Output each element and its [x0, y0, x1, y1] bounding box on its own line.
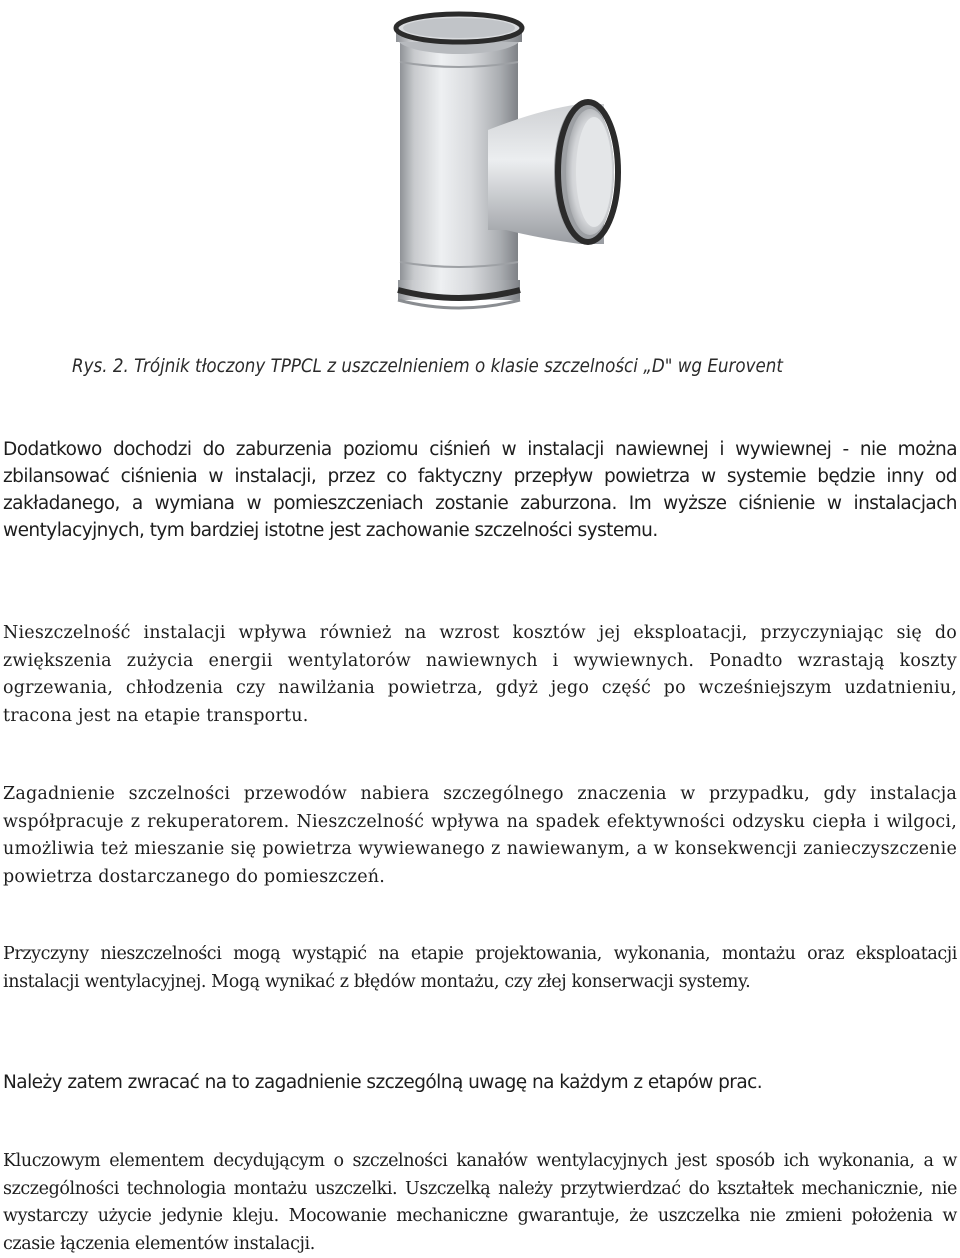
- paragraph-pressure-balance: Dodatkowo dochodzi do zaburzenia poziomu ciśnień w instalacji nawiewnej i wywiewnej - nie można zbilansować ciśnienia w instalacji, przez co faktyczny przepływ powietrza w systemie będzie inny od zakładanego, a wymiana w pomieszczeniach zostanie zaburzona. Im wyższe ciśnienie w instalacjach wentylacyjnych, tym bardziej istotne jest zachowanie szczelności systemu.: [3, 439, 957, 541]
- paragraph-recuperator: Zagadnienie szczelności przewodów nabiera szczególnego znaczenia w przypadku, gdy instalacja współpracuje z rekuperatorem. Nieszczelność wpływa na spadek efektywności odzysku ciepła i wilgoci, umożliwia też mieszanie się powietrza wywiewanego z nawiewanym, a w konsekwencji zanieczyszczenie powietrza dostarczanego do pomieszczeń.: [3, 784, 957, 887]
- paragraph-causes: Przyczyny nieszczelności mogą wystąpić na etapie projektowania, wykonania, montażu oraz eksploatacji instalacji wentylacyjnej. Mogą wynikać z błędów montażu, czy złej konserwacji systemy.: [3, 944, 957, 992]
- figure-caption: Rys. 2. Trójnik tłoczony TPPCL z uszczelnieniem o klasie szczelności „D" wg Eurovent: [72, 355, 783, 377]
- paragraph-operating-costs: Nieszczelność instalacji wpływa również na wzrost kosztów jej eksploatacji, przyczyniając się do zwiększenia zużycia energii wentylatorów nawiewnych i wywiewnych. Ponadto wzrastają koszty ogrzewania, chłodzenia czy nawilżania powietrza, gdyż jego część po wcześniejszym uzdatnieniu, tracona jest na etapie transportu.: [3, 623, 957, 726]
- tee-fitting-figure: [318, 0, 648, 336]
- tee-duct-fitting-icon: [318, 0, 648, 336]
- paragraph-attention: Należy zatem zwracać na to zagadnienie szczególną uwagę na każdym z etapów prac.: [3, 1072, 763, 1093]
- paragraph-gasket-mounting: Kluczowym elementem decydującym o szczelności kanałów wentylacyjnych jest sposób ich wykonania, a w szczególności technologia montażu uszczelki. Uszczelką należy przytwierdzać do kształtek mechanicznie, nie wystarczy użycie jedynie kleju. Mocowanie mechaniczne gwarantuje, że uszczelka nie zmieni położenia w czasie łączenia elementów instalacji.: [3, 1151, 957, 1254]
